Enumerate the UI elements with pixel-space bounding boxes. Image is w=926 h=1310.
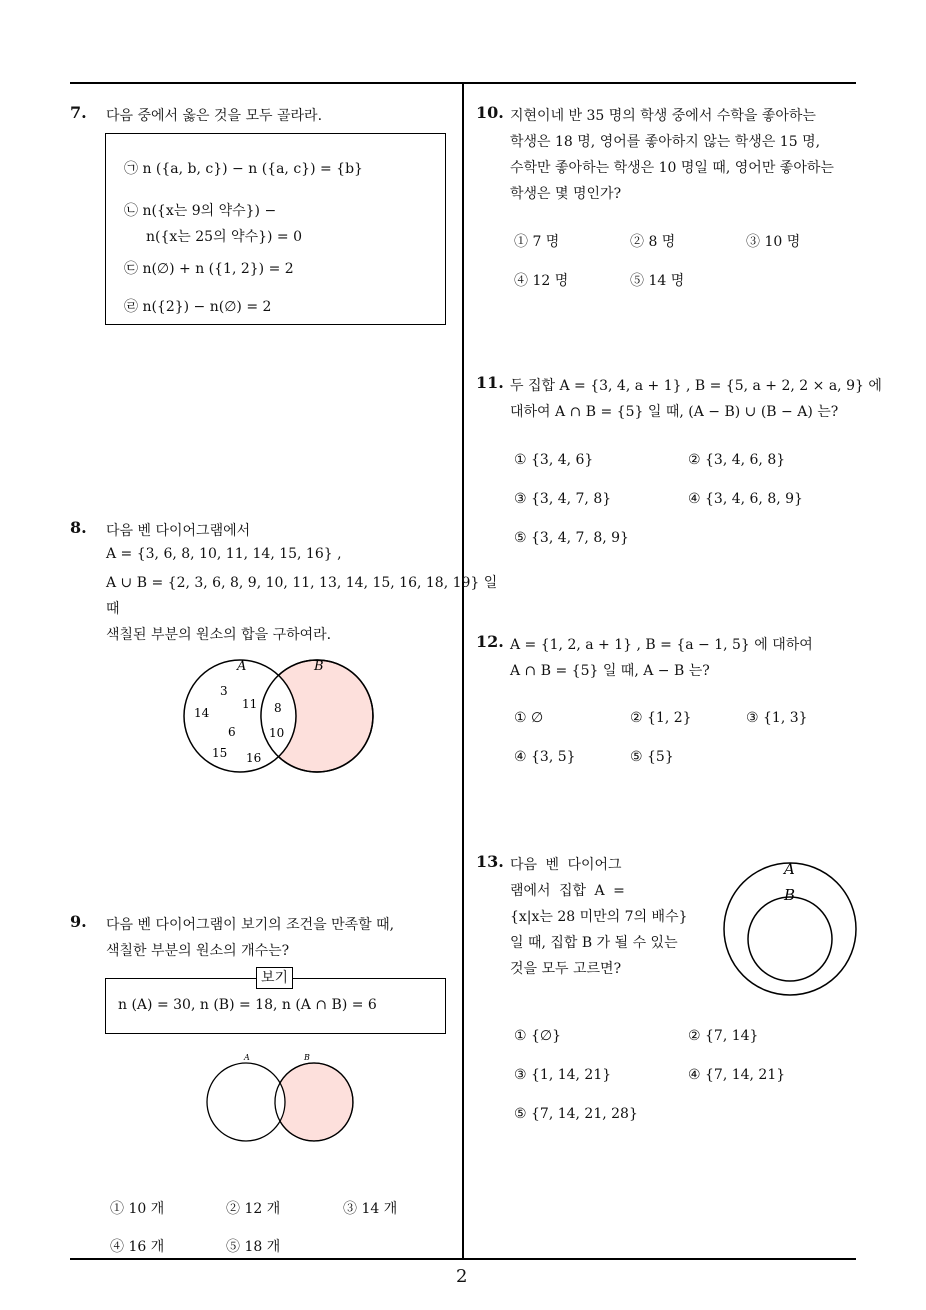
- bogi-label: 보기: [256, 967, 293, 989]
- venn-label-b: B: [304, 1053, 310, 1062]
- set-b-circle: [748, 897, 832, 981]
- page-number: 2: [456, 1266, 468, 1287]
- question-line-2: 램에서 집합 A =: [510, 883, 625, 899]
- option-1[interactable]: ① 10 개: [110, 1201, 165, 1217]
- venn-diagram-q13: [722, 856, 858, 996]
- option-2[interactable]: ② 12 개: [226, 1201, 281, 1217]
- question-line-1: A = {1, 2, a + 1} , B = {a − 1, 5} 에 대하여: [510, 637, 813, 653]
- option-5[interactable]: ⑤ {7, 14, 21, 28}: [514, 1106, 638, 1122]
- question-line-2: A = {3, 6, 8, 10, 11, 14, 15, 16} ,: [106, 546, 342, 562]
- option-1[interactable]: ① {3, 4, 6}: [514, 452, 594, 468]
- bogi-condition: n (A) = 30, n (B) = 18, n (A ∩ B) = 6: [118, 997, 377, 1013]
- statement-b: ㉡ n({x는 9의 약수}) −: [124, 203, 277, 219]
- question-line-2: 대하여 A ∩ B = {5} 일 때, (A − B) ∪ (B − A) 는?: [510, 404, 839, 420]
- question-stem: 다음 중에서 옳은 것을 모두 골라라.: [106, 108, 323, 124]
- question-9: [70, 912, 455, 1257]
- option-3[interactable]: ③ {1, 3}: [746, 710, 808, 726]
- venn-element: 16: [246, 751, 262, 765]
- question-13: [476, 852, 866, 1132]
- venn-label-a: A: [237, 659, 247, 674]
- column-divider: [462, 82, 464, 1259]
- question-line-3: {x|x는 28 미만의 7의 배수}: [510, 909, 688, 925]
- question-12: [476, 632, 866, 772]
- question-line-1: 지현이네 반 35 명의 학생 중에서 수학을 좋아하는: [510, 108, 816, 124]
- question-line-4: 학생은 몇 명인가?: [510, 186, 622, 202]
- option-4[interactable]: ④ 16 개: [110, 1239, 165, 1255]
- question-10: [476, 103, 866, 303]
- question-number: 13.: [476, 852, 504, 871]
- question-11: [476, 373, 882, 553]
- venn-label-b: B: [314, 659, 324, 674]
- venn-diagram-q9: [200, 1052, 360, 1152]
- option-5[interactable]: ⑤ 18 개: [226, 1239, 281, 1255]
- question-line-2: A ∩ B = {5} 일 때, A − B 는?: [510, 663, 710, 679]
- question-line-1: 다음 벤 다이어그: [510, 857, 622, 873]
- option-4[interactable]: ④ {3, 4, 6, 8, 9}: [688, 491, 803, 507]
- question-line-1: 다음 벤 다이어그램이 보기의 조건을 만족할 때,: [106, 917, 395, 933]
- question-line-3: A ∪ B = {2, 3, 6, 8, 9, 10, 11, 13, 14, 15, 16, 18, 19} 일: [106, 575, 498, 591]
- venn-element: 15: [212, 746, 228, 760]
- question-line-3: 수학만 좋아하는 학생은 10 명일 때, 영어만 좋아하는: [510, 160, 834, 176]
- venn-label-a: A: [784, 860, 795, 878]
- question-line-1: 다음 벤 다이어그램에서: [106, 523, 251, 539]
- venn-label-a: A: [244, 1053, 250, 1062]
- statement-b-cont: n({x는 25의 약수}) = 0: [146, 229, 302, 245]
- question-number: 8.: [70, 518, 87, 537]
- question-line-2: 학생은 18 명, 영어를 좋아하지 않는 학생은 15 명,: [510, 134, 821, 150]
- set-a-circle: [207, 1063, 285, 1141]
- bottom-rule: [70, 1258, 856, 1260]
- venn-element: 11: [242, 697, 258, 711]
- option-2[interactable]: ② {3, 4, 6, 8}: [688, 452, 786, 468]
- question-line-5: 것을 모두 고르면?: [510, 961, 622, 977]
- option-3[interactable]: ③ {1, 14, 21}: [514, 1067, 612, 1083]
- venn-element: 6: [228, 725, 236, 739]
- statement-a: ㉠ n ({a, b, c}) − n ({a, c}) = {b}: [124, 161, 363, 177]
- option-2[interactable]: ② {7, 14}: [688, 1028, 759, 1044]
- option-1[interactable]: ① ∅: [514, 710, 544, 726]
- venn-diagram-q8: [180, 654, 380, 784]
- venn-element: 14: [194, 706, 210, 720]
- question-number: 9.: [70, 912, 87, 931]
- option-5[interactable]: ⑤ {3, 4, 7, 8, 9}: [514, 530, 629, 546]
- venn-element: 3: [220, 684, 228, 698]
- statement-d: ㉣ n({2}) − n(∅) = 2: [124, 299, 272, 315]
- option-2[interactable]: ② 8 명: [630, 234, 676, 250]
- venn-element: 10: [269, 726, 285, 740]
- option-2[interactable]: ② {1, 2}: [630, 710, 692, 726]
- question-number: 12.: [476, 632, 504, 651]
- option-4[interactable]: ④ 12 명: [514, 273, 569, 289]
- statement-c: ㉢ n(∅) + n ({1, 2}) = 2: [124, 261, 294, 277]
- option-1[interactable]: ① 7 명: [514, 234, 560, 250]
- question-line-1: 두 집합 A = {3, 4, a + 1} , B = {5, a + 2, 2 × a, 9} 에: [510, 378, 882, 394]
- option-3[interactable]: ③ 14 개: [343, 1201, 398, 1217]
- question-number: 11.: [476, 373, 504, 392]
- question-line-4: 일 때, 집합 B 가 될 수 있는: [510, 935, 678, 951]
- option-3[interactable]: ③ 10 명: [746, 234, 801, 250]
- venn-label-b: B: [784, 886, 796, 904]
- question-line-5: 색칠된 부분의 원소의 합을 구하여라.: [106, 627, 332, 643]
- option-1[interactable]: ① {∅}: [514, 1028, 562, 1044]
- venn-element: 8: [274, 701, 282, 715]
- set-a-circle: [724, 863, 856, 995]
- question-line-2: 색칠한 부분의 원소의 개수는?: [106, 943, 290, 959]
- option-3[interactable]: ③ {3, 4, 7, 8}: [514, 491, 612, 507]
- question-number: 10.: [476, 103, 504, 122]
- question-7: [70, 103, 450, 333]
- option-4[interactable]: ④ {3, 5}: [514, 749, 576, 765]
- question-line-4: 때: [106, 601, 120, 617]
- option-4[interactable]: ④ {7, 14, 21}: [688, 1067, 786, 1083]
- question-number: 7.: [70, 103, 87, 122]
- statement-box: [105, 133, 446, 325]
- option-5[interactable]: ⑤ 14 명: [630, 273, 685, 289]
- option-5[interactable]: ⑤ {5}: [630, 749, 674, 765]
